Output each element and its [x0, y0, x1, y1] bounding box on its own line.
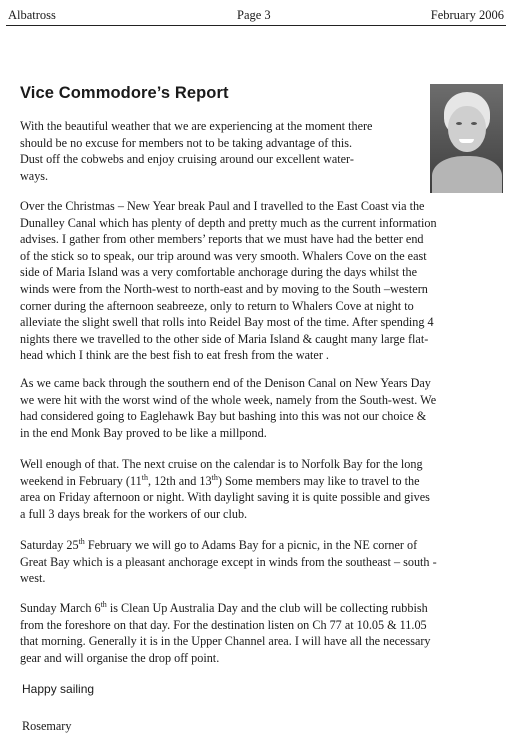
- text-line: from the foreshore on that day. For the destination listen on Ch 77 at 10.05 & 11.05: [20, 617, 427, 632]
- text-line: alleviate the slight swell that rolls into Reidel Bay most of the time. After spending 4: [20, 315, 434, 330]
- text-line: Over the Christmas – New Year break Paul and I travelled to the East Coast via the: [20, 199, 425, 213]
- text-line: area on Friday afternoon or night. With daylight saving it is quite possible and gives: [20, 490, 430, 505]
- paragraph-adams-bay: [20, 537, 502, 587]
- signature: Rosemary: [22, 719, 72, 733]
- text-line: advises. I gather from other members’ reports that we must have had the better end: [20, 232, 424, 247]
- text-line: Saturday 25th February we will go to Adams Bay for a picnic, in the NE corner of: [20, 536, 418, 552]
- text-line: in the end Monk Bay proved to be like a millpond.: [20, 425, 267, 440]
- issue-date: February 2006: [430, 8, 504, 22]
- text-line: Great Bay which is a pleasant anchorage except in winds from the southeast – south -: [20, 554, 437, 569]
- text-line: Dunalley Canal which has plenty of depth and pretty much as the current information: [20, 215, 437, 230]
- paragraph-christmas-trip: [20, 198, 502, 364]
- text-line: With the beautiful weather that we are experiencing at the moment there: [20, 119, 373, 133]
- text-line: had considered going to Eaglehawk Bay but bashing into this was not our choice &: [20, 409, 427, 424]
- text-line: should be no excuse for members not to be taking advantage of this.: [20, 135, 353, 150]
- text-line: ways.: [20, 168, 49, 183]
- text-line: head which I think are the best fish to eat fresh from the water .: [20, 348, 329, 363]
- text-line: a full 3 days break for the workers of our club.: [20, 506, 248, 521]
- closing-line: Happy sailing: [22, 682, 95, 696]
- text-line: of the stick so to speak, our trip around was very smooth. Whalers Cove on the east: [20, 248, 427, 263]
- publication-name: Albatross: [8, 8, 56, 22]
- page-number: Page 3: [237, 8, 271, 22]
- intro-paragraph: [20, 118, 425, 184]
- text-line: west.: [20, 571, 46, 586]
- text-line: we were hit with the worst wind of the whole week, namely from the South-west. We: [20, 392, 437, 407]
- header-rule: [6, 25, 506, 26]
- text-line: As we came back through the southern end of the Denison Canal on New Years Day: [20, 376, 431, 390]
- text-line: side of Maria Island was a very comfortable anchorage during the days whilst the: [20, 265, 417, 280]
- paragraph-clean-up-day: [20, 600, 502, 666]
- text-line: Well enough of that. The next cruise on the calendar is to Norfolk Bay for the long: [20, 457, 423, 471]
- text-line: winds were from the North-west to north-east and by moving to the South –western: [20, 281, 428, 296]
- article-title: Vice Commodore’s Report: [20, 84, 229, 102]
- text-line: Dust off the cobwebs and enjoy cruising around our excellent water-: [20, 152, 354, 167]
- portrait-photo-icon: [430, 84, 503, 193]
- text-line: weekend in February (11th, 12th and 13th) Some members may like to travel to the: [20, 472, 420, 488]
- paragraph-return-trip: [20, 375, 502, 441]
- text-line: gear and will organise the drop off point.: [20, 650, 220, 665]
- paragraph-next-cruise: [20, 456, 502, 522]
- text-line: corner during the afternoon seabreeze, only to return to Whalers Cove at night to: [20, 298, 414, 313]
- page-header: [8, 5, 504, 25]
- text-line: nights there we travelled to the other side of Maria Island & caught many large flat-: [20, 331, 429, 346]
- text-line: that morning. Generally it is in the Upper Channel area. I will have all the necessary: [20, 634, 431, 649]
- text-line: Sunday March 6th is Clean Up Australia Day and the club will be collecting rubbish: [20, 599, 428, 615]
